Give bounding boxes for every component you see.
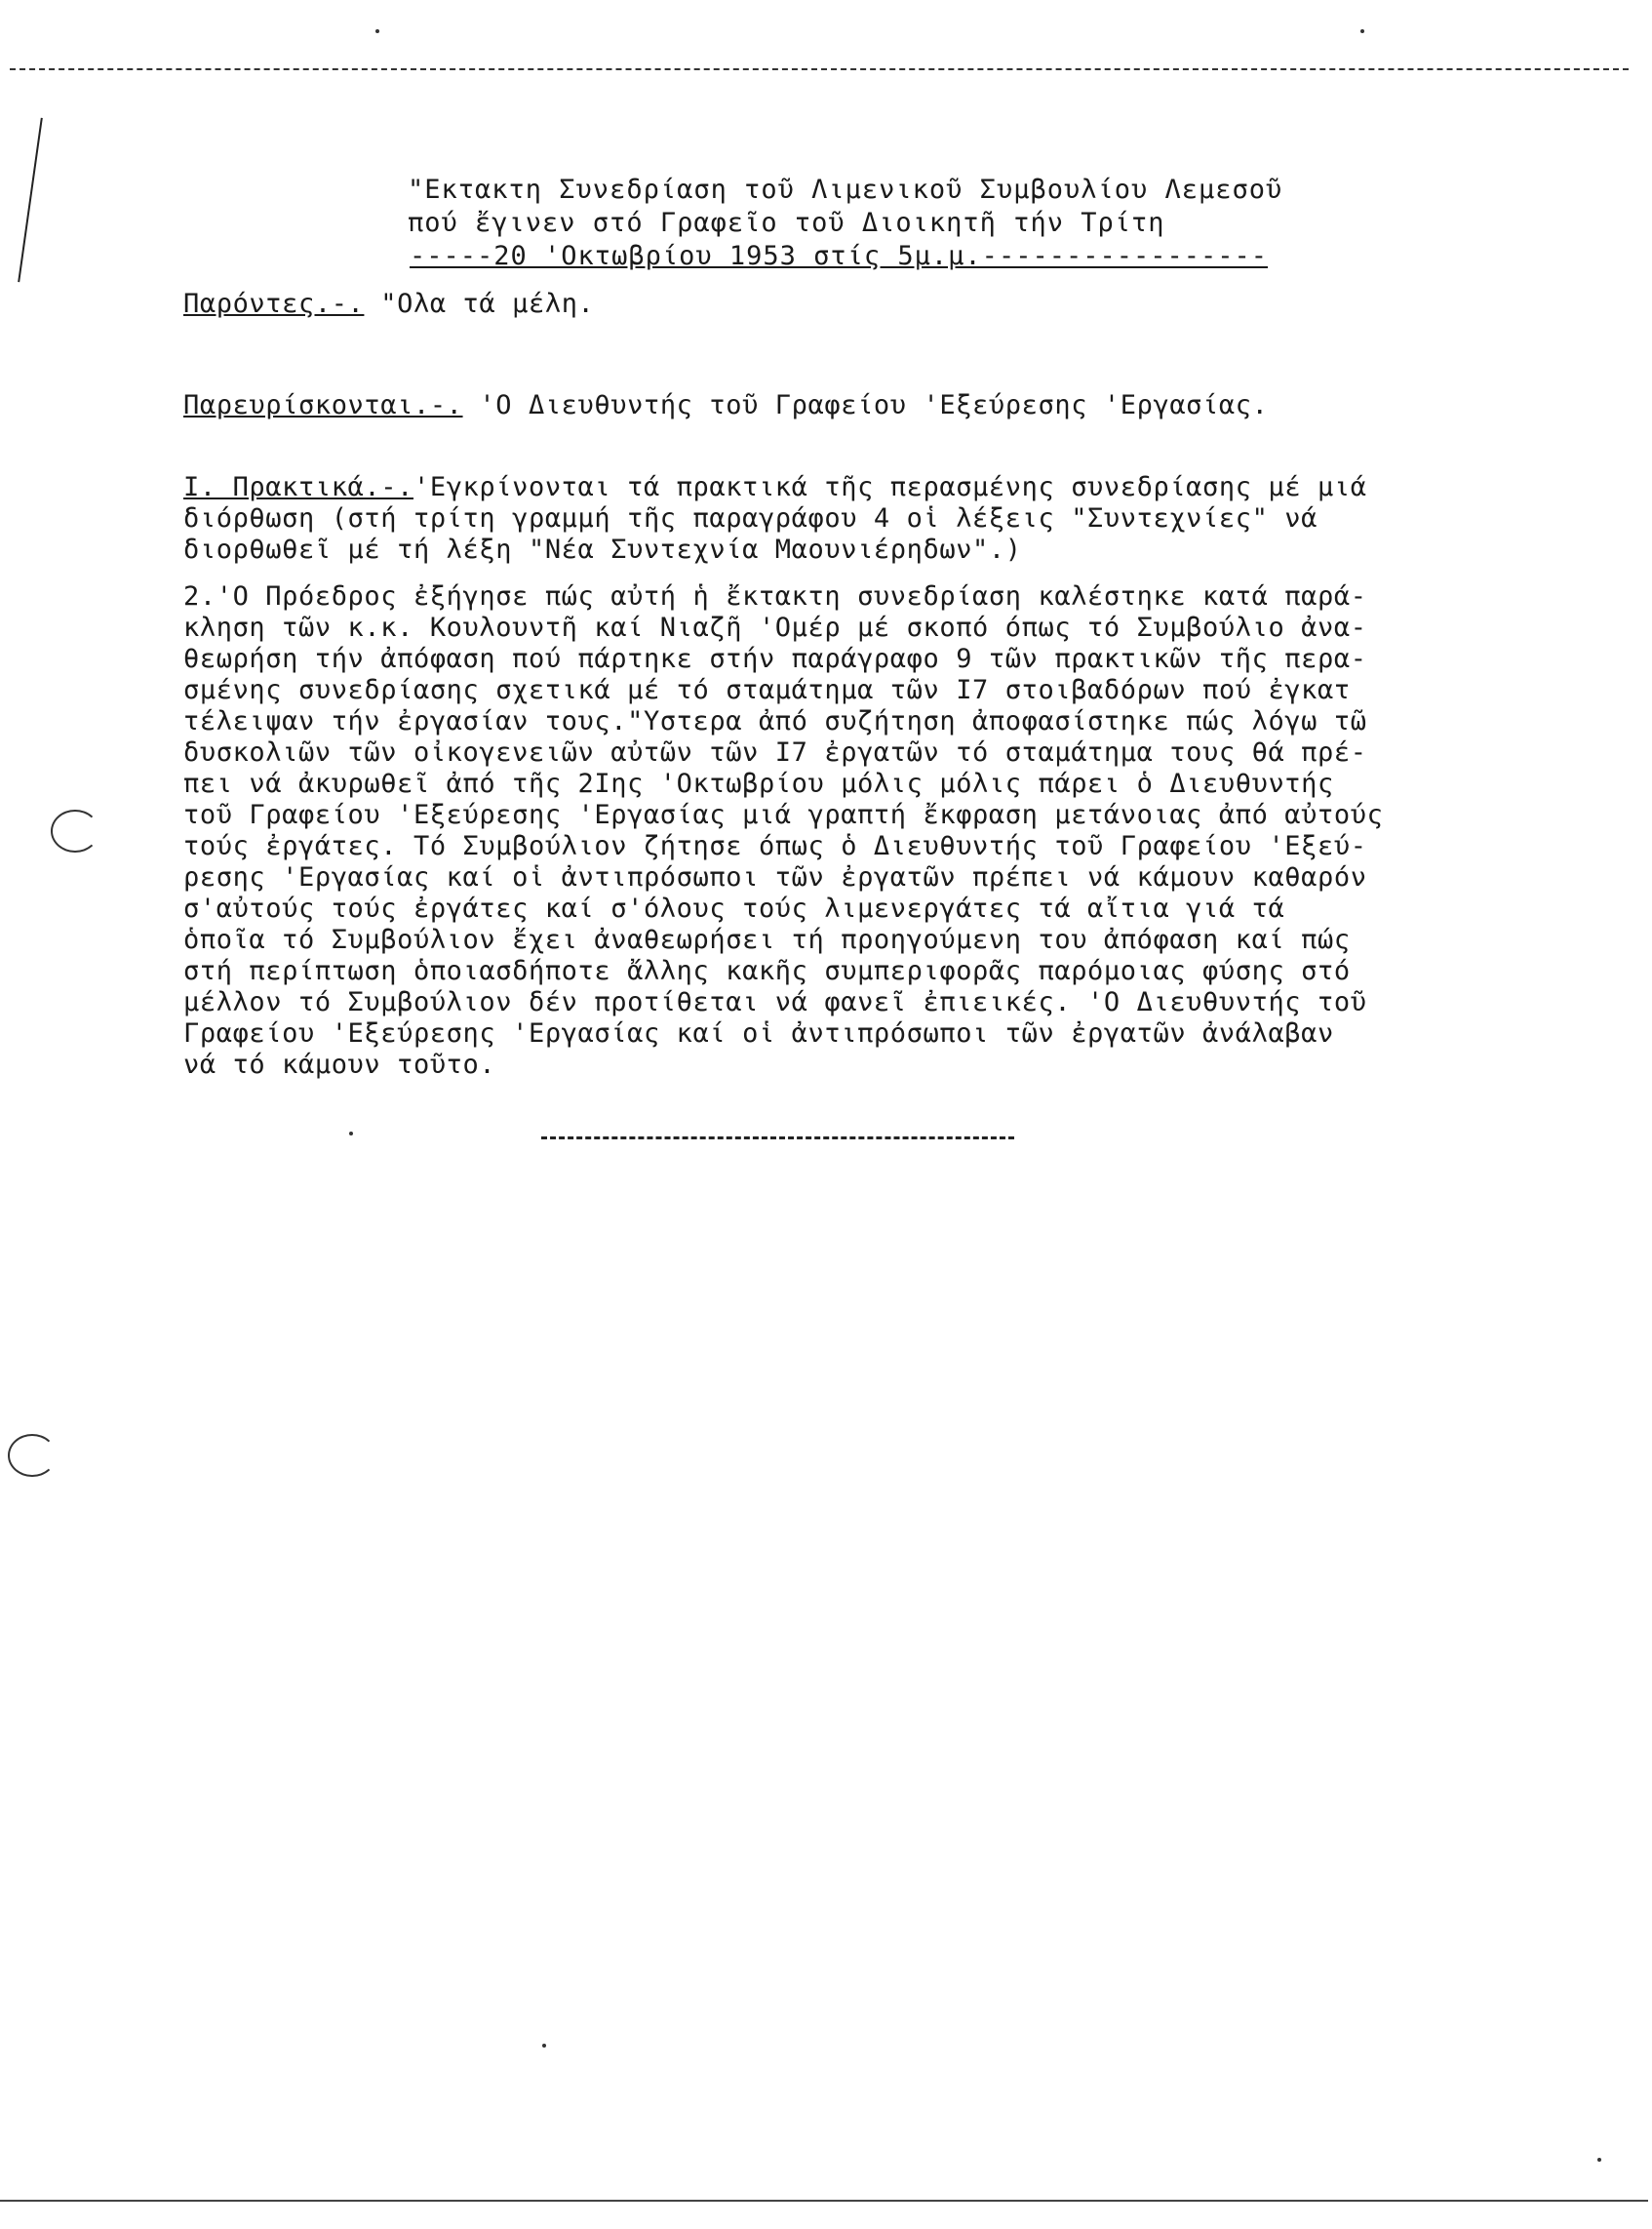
header-line-3: -----20 'Οκτωβρίου 1953 στίς 5μ.μ.-----------------	[410, 241, 1269, 271]
scan-speck	[1597, 2158, 1601, 2162]
top-edge-rule	[10, 68, 1629, 70]
minutes-line-3: διορθωθεῖ μέ τή λέξη "Νέα Συντεχνία Μαουνιέρηδων".)	[183, 535, 1022, 565]
attending-section	[183, 390, 1617, 421]
closing-divider	[541, 1136, 1014, 1139]
attending-label: Παρευρίσκονται.-.	[183, 390, 463, 420]
present-label: Παρόντες.-.	[183, 289, 365, 319]
body-line: θεωρήση τήν ἀπόφαση πού πάρτηκε στήν παράγραφο 9 τῶν πρακτικῶν τῆς περα-	[183, 644, 1367, 674]
punch-hole-upper	[51, 810, 99, 853]
body-line: δυσκολιῶν τῶν οἰκογενειῶν αὐτῶν τῶν I7 ἐργατῶν τό σταμάτημα τους θά πρέ-	[183, 737, 1367, 768]
body-line: κληση τῶν κ.κ. Κουλουντῆ καί Νιαζῆ 'Ομέρ μέ σκοπό όπως τό Συμβούλιο ἀνα-	[183, 613, 1367, 643]
scan-speck	[542, 2044, 546, 2048]
body-line: τούς ἐργάτες. Τό Συμβούλιον ζήτησε όπως ὁ Διευθυντής τοῦ Γραφείου 'Εξεύ-	[183, 831, 1367, 861]
minutes-section	[183, 472, 1617, 566]
body-line: τοῦ Γραφείου 'Εξεύρεσης 'Εργασίας μιά γραπτή ἔκφραση μετάνοιας ἀπό αὐτούς	[183, 800, 1384, 830]
meeting-header	[408, 174, 1282, 273]
body-line: τέλειψαν τήν ἐργασίαν τους."Υστερα ἀπό συζήτηση ἀποφασίστηκε πώς λόγω τῶ	[183, 706, 1367, 736]
decision-paragraph	[183, 581, 1617, 1081]
present-section	[183, 289, 1617, 320]
scan-speck	[375, 29, 379, 33]
minutes-line-2: διόρθωση (στή τρίτη γραμμή τῆς παραγράφου 4 οἱ λέξεις "Συντεχνίες" νά	[183, 503, 1318, 534]
body-line: νά τό κάμουν τοῦτο.	[183, 1050, 496, 1080]
present-text: "Ολα τά μέλη.	[380, 289, 595, 319]
bottom-edge-rule	[0, 2200, 1648, 2202]
body-line: ρεσης 'Εργασίας καί οἱ ἀντιπρόσωποι τῶν ἐργατῶν πρέπει νά κάμουν καθαρόν	[183, 862, 1367, 893]
scan-speck	[1360, 29, 1364, 33]
body-line: Γραφείου 'Εξεύρεσης 'Εργασίας καί οἱ ἀντιπρόσωποι τῶν ἐργατῶν ἀνάλαβαν	[183, 1018, 1334, 1049]
punch-hole-lower	[8, 1434, 57, 1477]
header-line-1: "Εκτακτη Συνεδρίαση τοῦ Λιμενικοῦ Συμβουλίου Λεμεσοῦ	[408, 175, 1283, 205]
minutes-label: I. Πρακτικά.-.	[183, 472, 413, 502]
body-line: σμένης συνεδρίασης σχετικά μέ τό σταμάτημα τῶν I7 στοιβαδόρων πού ἐγκατ	[183, 675, 1351, 705]
attending-text: 'Ο Διευθυντής τοῦ Γραφείου 'Εξεύρεσης 'Εργασίας.	[479, 390, 1269, 420]
body-line: στή περίπτωση ὁποιασδήποτε ἄλλης κακῆς συμπεριφορᾶς παρόμοιας φύσης στό	[183, 956, 1351, 986]
margin-pen-mark	[18, 118, 43, 283]
body-line: 2.'Ο Πρόεδρος ἐξήγησε πώς αὐτή ἡ ἔκτακτη συνεδρίαση καλέστηκε κατά παρά-	[183, 581, 1367, 612]
body-line: μέλλον τό Συμβούλιον δέν προτίθεται νά φανεῖ ἐπιεικές. 'Ο Διευθυντής τοῦ	[183, 987, 1367, 1017]
body-line: σ'αὐτούς τούς ἐργάτες καί σ'όλους τούς λιμενεργάτες τά αἴτια γιά τά	[183, 894, 1285, 924]
minutes-line-1	[183, 472, 1617, 503]
header-line-2: πού ἔγινεν στό Γραφεῖο τοῦ Διοικητῆ τήν Τρίτη	[408, 208, 1165, 238]
scan-speck	[349, 1132, 353, 1135]
minutes-text-1: 'Εγκρίνονται τά πρακτικά τῆς περασμένης συνεδρίασης μέ μιά	[413, 472, 1367, 502]
body-line: πει νά ἀκυρωθεῖ ἀπό τῆς 2Iης 'Οκτωβρίου μόλις μόλις πάρει ὁ Διευθυντής	[183, 769, 1334, 799]
body-line: ὁποῖα τό Συμβούλιον ἔχει ἀναθεωρήσει τή προηγούμενη του ἀπόφαση καί πώς	[183, 925, 1351, 955]
